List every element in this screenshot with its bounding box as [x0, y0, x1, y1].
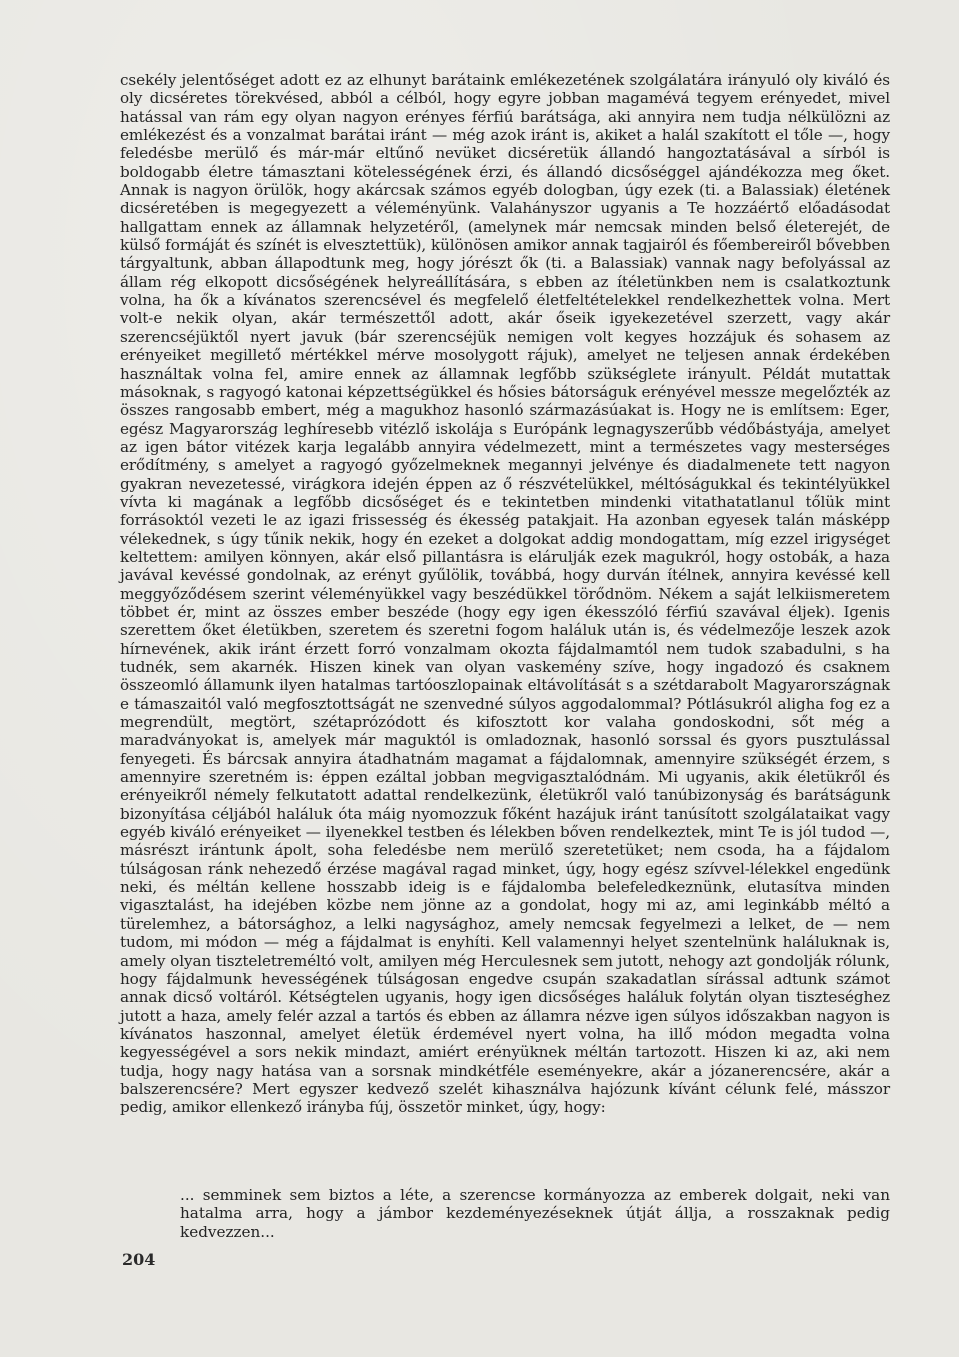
quotation [180, 1186, 890, 1241]
page-number: 204 [122, 1250, 156, 1269]
body-paragraph: csekély jelentőséget adott ez az elhunyt barátaink emlékezetének szolgálatára irányuló oly kiváló és oly dicséretes törekvésed, abból a célból, hogy egyre jobban magamévá tegyem erényedet, mivel hatással van rám egy olyan nagyon erényes férfiú barátsága, aki annyira nem tudja nélkülözni az emlékezést és a vonzalmat barátai iránt — még azok iránt is, akiket a halál szakított el tőle —, hogy feledésbe merülő és már-már eltűnő nevüket dicséretük állandó hangoztatásával a sírból is boldogabb életre támasztani kötelességének érzi, és állandó dicsőséggel ajándékozza meg őket. Annak is nagyon örülök, hogy akárcsak számos egyéb dologban, úgy ezek (ti. a Balassiak) életének dicséretében is megegyezett a véleményünk. Valahányszor ugyanis a Te hozzáértő előadásodat hallgattam ennek az államnak helyzetéről, (amelynek már nemcsak minden belső életerejét, de külső formáját és színét is elvesztettük), különösen amikor annak tagjairól és főembereiről bővebben tárgyaltunk, abban állapodtunk meg, hogy jórészt ők (ti. a Balassiak) vannak nagy befolyással az állam rég elkopott dicsőségének helyreállítására, s ebben az ítéletünkben nem is csalatkoztunk volna, ha ők a kívánatos szerencsével és megfelelő életfeltételekkel rendelkezhettek volna. Mert volt-e nekik olyan, akár természettől adott, akár őseik igyekezetével szerzett, vagy akár szerencséjüktől nyert javuk (bár szerencséjük nemigen volt kegyes hozzájuk és sohasem az erényeiket megillető mértékkel mérve mosolygott rájuk), amelyet ne teljesen annak érdekében használtak volna fel, amire ennek az államnak legfőbb szükséglete irányult. Példát mutattak másoknak, s ragyogó katonai képzettségükkel és hősies bátorságuk erényével messze megelőzték az összes rangosabb embert, még a magukhoz hasonló származásúakat is. Hogy ne is említsem: Eger, egész Magyarország leghíresebb vitézlő iskolája s Európánk legnagyszerűbb védőbástyája, amelyet az igen bátor vitézek karja legalább annyira védelmezett, mint a természetes vagy mesterséges erődítmény, s amelyet a ragyogó győzelmeknek megannyi jelvénye és diadalmenete tett nagyon gyakran nevezetessé, virágkora idején éppen az ő részvételükkel, méltóságukkal és tekintélyükkel vívta ki magának a legfőbb dicsőséget és e tekintetben mindenki vitathatatlanul tőlük mint forrásoktól vezeti le az igazi frissesség és ékesség patakjait. Ha azonban egyesek talán másképp vélekednek, s úgy tűnik nekik, hogy én ezeket a dolgokat addig mondogattam, míg ezzel irigységet keltettem: amilyen könnyen, akár első pillantásra is elárulják ezek magukról, hogy ostobák, a haza javával kevéssé gondolnak, az erényt gyűlölik, továbbá, hogy durván ítélnek, annyira kevéssé kell meggyőződésem szerint véleményükkel vagy beszédükkel törődnöm. Nékem a saját lelkiismeretem többet ér, mint az összes ember beszéde (hogy egy igen ékesszóló férfiú szavával éljek). Igenis szerettem őket életükben, szeretem és szeretni fogom haláluk után is, és védelmezője leszek azok hírnevének, akik iránt érzett forró vonzalmam okozta fájdalmamtól nem tudok szabadulni, s ha tudnék, sem akarnék. Hiszen kinek van olyan vaskemény szíve, hogy ingadozó és csaknem összeomló államunk ilyen hatalmas tartóoszlopainak eltávolítását s a szétdarabolt Magyarországnak e támaszaitól való megfosztottságát ne szenvedné súlyos aggodalommal? Pótlásukról aligha fog ez a megrendült, megtört, szétaprózódott és kifosztott kor valaha gondoskodni, sőt még a maradványokat is, amelyek már maguktól is omladoznak, hasonló sorssal és gyors pusztulással fenyegeti. És bárcsak annyira átadhatnám magamat a fájdalomnak, amennyire szükségét érzem, s amennyire szeretném is: éppen ezáltal jobban megvigasztalódnám. Mi ugyanis, akik életükről és erényeikről némely felkutatott adattal rendelkezünk, életükről való tanúbizonyság és barátságunk bizonyítása céljából haláluk óta máig nyomozzuk főként hazájuk iránt tanúsított szolgálataikat vagy egyéb kiváló erényeiket — ilyenekkel testben és lélekben bőven rendelkeztek, mint Te is jól tudod —, másrészt irántunk ápolt, soha feledésbe nem merülő szeretetüket; nem csoda, ha a fájdalom túlságosan ránk nehezedő érzése magával ragad minket, úgy, hogy egész szívvel-lélekkel engedünk neki, és méltán kellene hosszabb ideig is e fájdalomba belefeledkeznünk, elutasítva minden vigasztalást, ha idejében közbe nem jönne az a gondolat, hogy mi az, ami leginkább méltó a türelemhez, a bátorsághoz, a lelki nagysághoz, amely nemcsak fegyelmezi a lelket, de — nem tudom, mi módon — még a fájdalmat is enyhíti. Kell valamennyi helyet szentelnünk haláluknak is, amely olyan tiszteletreméltó volt, amilyen még Herculesnek sem jutott, nehogy azt gondolják rólunk, hogy fájdalmunk hevességének túlságosan engedve csupán szakadatlan sírással adtunk számot annak dicső voltáról. Kétségtelen ugyanis, hogy igen dicsőséges haláluk folytán olyan tiszteséghez jutott a haza, amely felér azzal a tartós és ebben az államra nézve igen súlyos időszakban nagyon is kívánatos haszonnal, amelyet életük érdemével nyert volna, ha illő módon megadta volna kegyességével a sors nekik mindazt, amiért erényüknek méltán tartozott. Hiszen ki az, aki nem tudja, hogy nagy hatása van a sorsnak mindkétféle eseményekre, akár a józanerencsére, akár a balszerencsére? Mert egyszer kedvező szelét kihasználva hajózunk kívánt célunk felé, másszor pedig, amikor ellenkező irányba fúj, összetör minket, úgy, hogy: [120, 71, 890, 1117]
quote-paragraph: ... semminek sem biztos a léte, a szerencse kormányozza az emberek dolgait, neki van hatalma arra, hogy a jámbor kezdeményezéseknek útját állja, a rosszaknak pedig kedvezzen... [180, 1186, 890, 1241]
body-text [120, 71, 890, 1117]
